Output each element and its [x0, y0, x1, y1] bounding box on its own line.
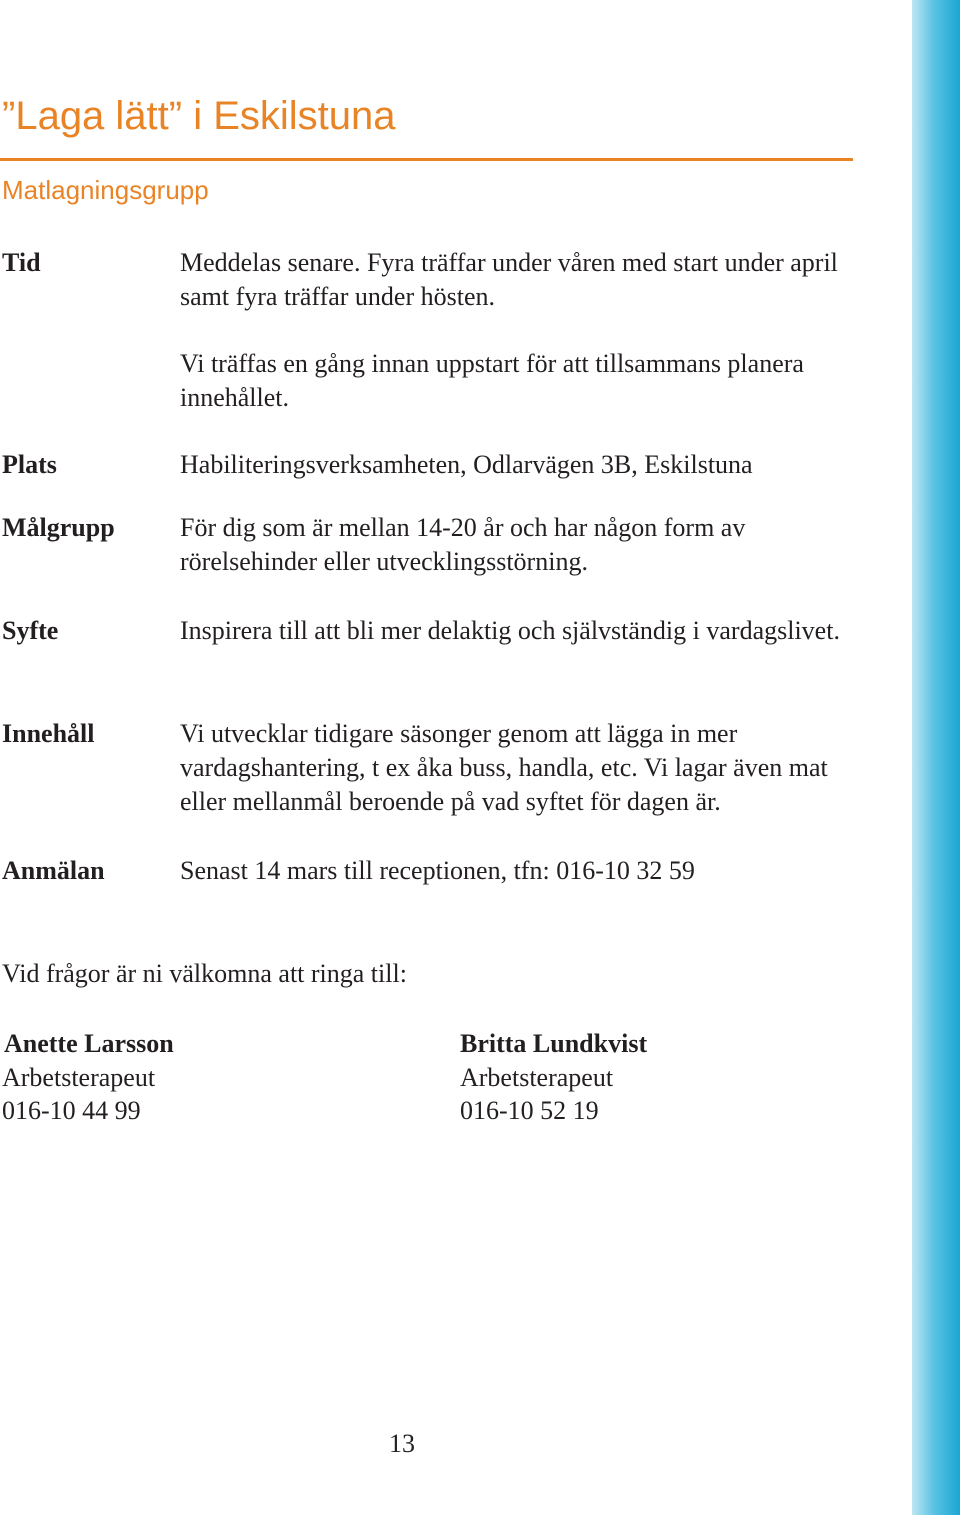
tid-text: Meddelas senare. Fyra träffar under våren med start under april samt fyra träffar under hösten. [180, 248, 838, 311]
syfte-label: Syfte [2, 616, 59, 645]
innehall-text: Vi utvecklar tidigare säsonger genom att lägga in mer vardagshantering, t ex åka buss, handla, etc. Vi lagar även mat eller mellanmål beroende på vad syftet för dagen är. [180, 719, 828, 816]
malgrupp-label: Målgrupp [2, 513, 115, 542]
tid-note: Vi träffas en gång innan uppstart för att tillsammans planera innehållet. [180, 349, 804, 412]
contact-name: Anette Larsson [4, 1029, 174, 1058]
malgrupp-text: För dig som är mellan 14-20 år och har någon form av rörelsehinder eller utvecklingsstörning. [180, 513, 746, 576]
page-number: 13 [389, 1429, 415, 1458]
innehall-label: Innehåll [2, 719, 95, 748]
syfte-text: Inspirera till att bli mer delaktig och självständig i vardagslivet. [180, 616, 840, 645]
title-divider [0, 158, 853, 161]
page-title: ”Laga lätt” i Eskilstuna [2, 94, 396, 138]
contact-phone: 016-10 52 19 [460, 1096, 599, 1125]
page-subtitle: Matlagningsgrupp [2, 175, 209, 205]
contact-name: Britta Lundkvist [460, 1029, 648, 1058]
anmalan-text: Senast 14 mars till receptionen, tfn: 016-10 32 59 [180, 856, 695, 885]
contact-role: Arbetsterapeut [460, 1063, 614, 1092]
anmalan-label: Anmälan [2, 856, 105, 885]
plats-text: Habiliteringsverksamheten, Odlarvägen 3B, Eskilstuna [180, 450, 753, 479]
contact-intro: Vid frågor är ni välkomna att ringa till: [2, 959, 407, 988]
plats-label: Plats [2, 450, 57, 479]
contact-phone: 016-10 44 99 [2, 1096, 141, 1125]
contact-role: Arbetsterapeut [2, 1063, 156, 1092]
tid-label: Tid [2, 248, 41, 277]
decorative-side-bar [912, 0, 960, 1515]
